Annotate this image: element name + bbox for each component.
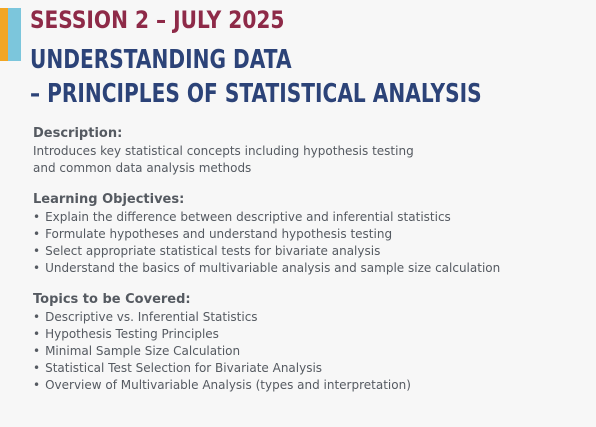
objectives-heading: Learning Objectives: [33,192,185,207]
description-line-1: Introduces key statistical concepts including hypothesis testing [33,144,414,158]
objectives-list [33,209,588,277]
list-item: • Descriptive vs. Inferential Statistics [33,309,588,326]
list-item: • Understand the basics of multivariable analysis and sample size calculation [33,260,588,277]
page-title-line-1: UNDERSTANDING DATA [30,45,292,75]
objectives-section [33,191,588,277]
list-item: • Statistical Test Selection for Bivariate Analysis [33,360,588,377]
list-item: • Select appropriate statistical tests for bivariate analysis [33,243,588,260]
list-item: • Minimal Sample Size Calculation [33,343,588,360]
description-section [33,125,588,177]
list-item: • Overview of Multivariable Analysis (types and interpretation) [33,377,588,394]
topics-heading: Topics to be Covered: [33,292,191,307]
page-title-line-2: – PRINCIPLES OF STATISTICAL ANALYSIS [30,79,482,109]
list-item: • Explain the difference between descriptive and inferential statistics [33,209,588,226]
page-title [30,43,482,111]
session-label: SESSION 2 – JULY 2025 [30,6,285,34]
topics-list [33,309,588,394]
topics-section [33,291,588,394]
session-content [33,125,588,408]
list-item: • Formulate hypotheses and understand hypothesis testing [33,226,588,243]
description-line-2: and common data analysis methods [33,161,252,175]
accent-bar-orange [0,8,8,61]
list-item: • Hypothesis Testing Principles [33,326,588,343]
description-heading: Description: [33,126,123,141]
accent-bar-blue [8,8,21,61]
